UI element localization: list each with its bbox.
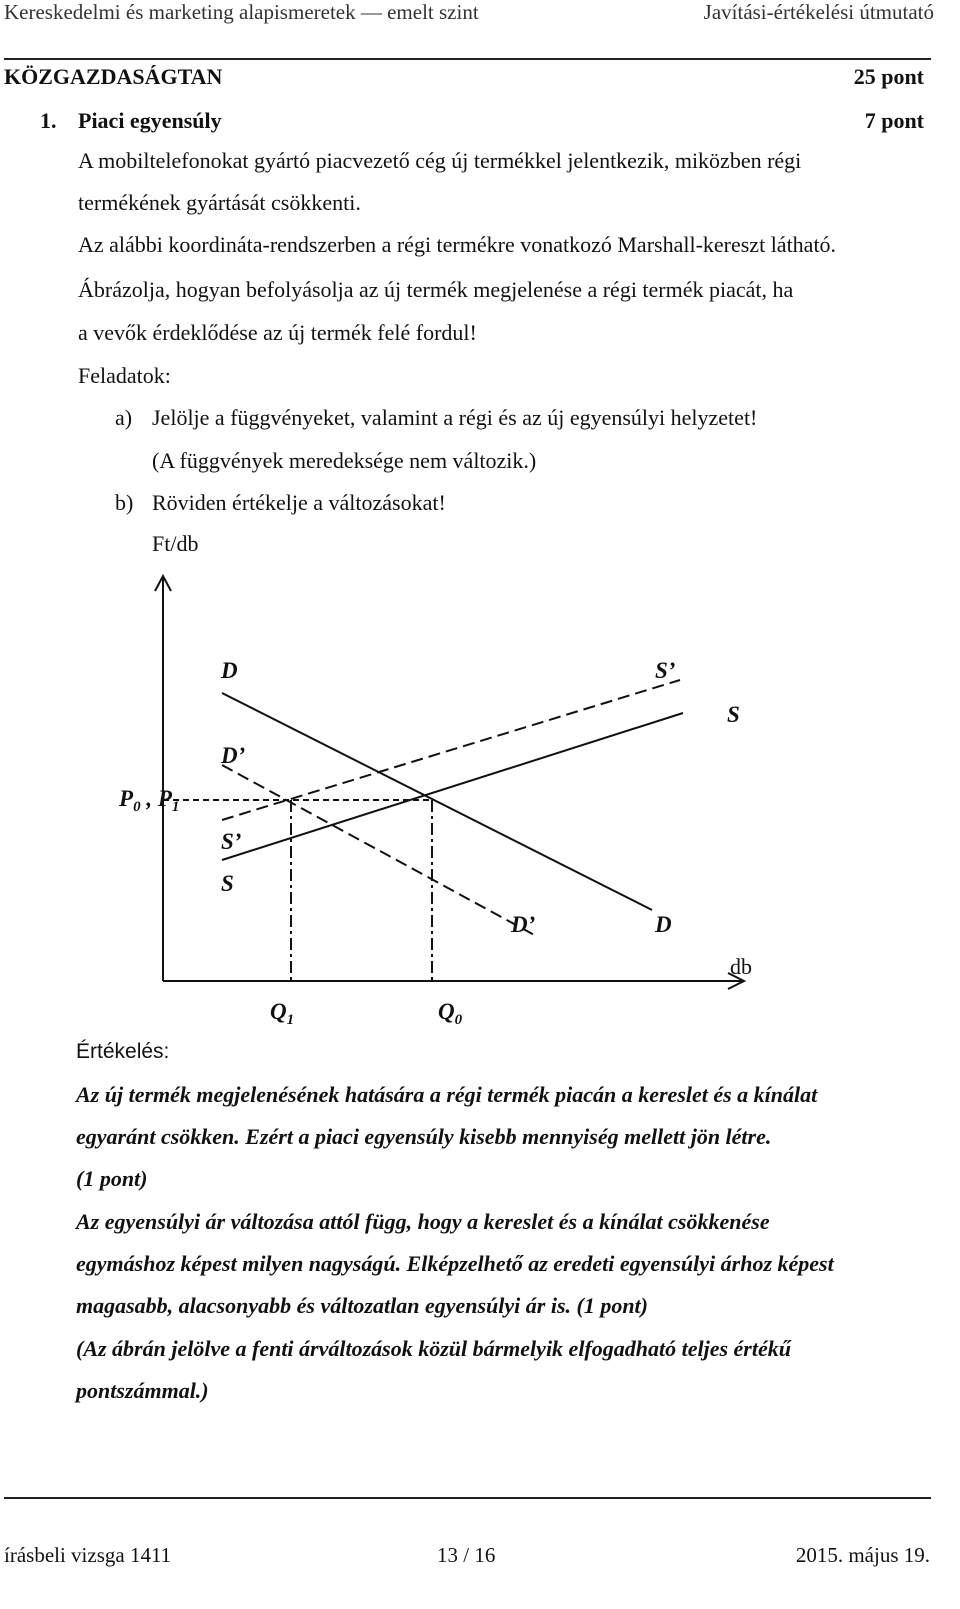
- label-d-bottom: D: [655, 912, 672, 937]
- header-right: Javítási-értékelési útmutató: [703, 0, 934, 24]
- quantity-label-q1: Q1: [270, 999, 295, 1028]
- y-axis-label: Ft/db: [152, 531, 199, 556]
- label-s-right: S: [727, 702, 740, 727]
- evaluation-line-8: pontszámmal.): [76, 1378, 209, 1403]
- footer-left: írásbeli vizsga 1411: [4, 1543, 172, 1567]
- task-points: 7 pont: [864, 108, 924, 133]
- footer-right: 2015. május 19.: [795, 1543, 930, 1567]
- task-a-note: (A függvények meredeksége nem változik.): [152, 448, 537, 473]
- task-number: 1.: [40, 108, 57, 133]
- task-paragraph-1-line-2: termékének gyártását csökkenti.: [78, 190, 361, 215]
- supply-curve-s: [222, 713, 683, 860]
- price-label: P0 , P1: [119, 786, 180, 815]
- evaluation-line-6: magasabb, alacsonyabb és változatlan egyensúlyi ár is. (1 pont): [76, 1293, 648, 1318]
- x-axis-label: db: [730, 954, 752, 979]
- task-paragraph-3-line-2: a vevők érdeklődése az új termék felé fordul!: [78, 320, 477, 345]
- evaluation-line-1: Az új termék megjelenésének hatására a régi termék piacán a kereslet és a kínálat: [76, 1082, 818, 1107]
- task-title: Piaci egyensúly: [78, 108, 222, 133]
- evaluation-line-7: (Az ábrán jelölve a fenti árváltozások közül bármelyik elfogadható teljes értékű: [76, 1336, 791, 1361]
- evaluation-label: Értékelés:: [76, 1040, 170, 1063]
- evaluation-line-3: (1 pont): [76, 1166, 148, 1191]
- task-b-label: b): [115, 490, 134, 515]
- label-s-left: S: [221, 871, 234, 896]
- footer-rule: [4, 1497, 931, 1499]
- task-a-label: a): [115, 405, 133, 430]
- task-a-text: Jelölje a függvényeket, valamint a régi és az új egyensúlyi helyzetet!: [152, 405, 758, 430]
- supply-curve-s-prime: [222, 680, 680, 820]
- label-d-prime-bottom: D’: [511, 912, 536, 937]
- header-left: Kereskedelmi és marketing alapismeretek — emelt szint: [4, 0, 479, 24]
- label-d-prime-left: D’: [221, 743, 246, 768]
- task-paragraph-1-line-1: A mobiltelefonokat gyártó piacvezető cég új termékkel jelentkezik, miközben régi: [78, 148, 802, 173]
- section-points: 25 pont: [853, 64, 924, 89]
- demand-curve-d-prime: [222, 765, 538, 937]
- demand-curve-d: [222, 693, 652, 910]
- quantity-label-q0: Q0: [438, 999, 463, 1028]
- marshall-cross-diagram: [0, 520, 960, 1040]
- footer-page-number: 13 / 16: [437, 1543, 496, 1567]
- task-paragraph-3-line-1: Ábrázolja, hogyan befolyásolja az új termék megjelenése a régi termék piacát, ha: [78, 277, 794, 302]
- evaluation-line-2: egyaránt csökken. Ezért a piaci egyensúly kisebb mennyiség mellett jön létre.: [76, 1124, 772, 1149]
- tasks-label: Feladatok:: [78, 363, 171, 388]
- label-s-prime-left: S’: [221, 829, 242, 854]
- header-rule: [4, 58, 931, 60]
- evaluation-line-4: Az egyensúlyi ár változása attól függ, hogy a kereslet és a kínálat csökkenése: [76, 1209, 770, 1234]
- section-title: KÖZGAZDASÁGTAN: [4, 64, 223, 89]
- task-b-text: Röviden értékelje a változásokat!: [152, 490, 446, 515]
- task-paragraph-2: Az alábbi koordináta-rendszerben a régi termékre vonatkozó Marshall-kereszt látható.: [78, 232, 837, 257]
- label-d-top: D: [221, 658, 238, 683]
- label-s-prime-top: S’: [655, 658, 676, 683]
- evaluation-line-5: egymáshoz képest milyen nagyságú. Elképzelhető az eredeti egyensúlyi árhoz képest: [76, 1251, 834, 1276]
